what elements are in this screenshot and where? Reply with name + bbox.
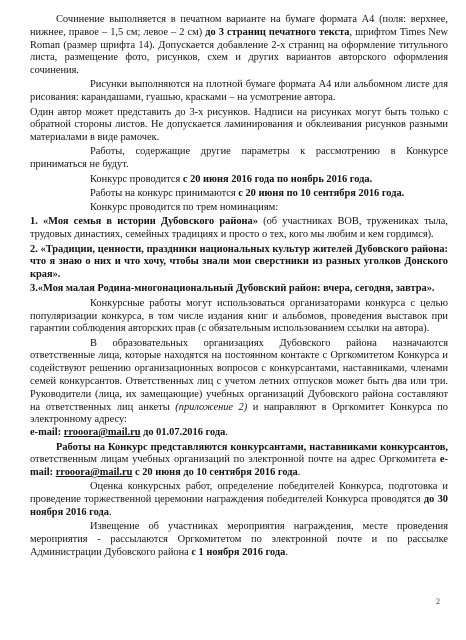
- text-span: и направляют в Оргкомитет Конкурса по электронному адресу:: [30, 401, 448, 426]
- responsible-persons-paragraph: [30, 338, 448, 440]
- usage-rights-paragraph: [30, 298, 448, 336]
- submission-paragraph: [30, 442, 448, 480]
- email-link[interactable]: rrooora@mail.ru: [63, 427, 141, 439]
- text-span: Работы, содержащие другие параметры к рассмотрению в Конкурсе приниматься не будут.: [30, 146, 448, 171]
- nomination-2: [30, 244, 448, 282]
- document-body: [30, 14, 448, 561]
- text-span: (об участниках ВОВ, тружениках тыла, трудовых династиях, семейных традициях и просто о тех, кого мы любим и кем гордимся).: [30, 216, 448, 241]
- bold-text: e-mail:: [30, 427, 64, 439]
- text-span: Работы на конкурс принимаются: [90, 187, 239, 199]
- page-number: 2: [436, 597, 440, 606]
- bold-text: 1. «Моя семья в истории Дубовского района»: [30, 216, 258, 228]
- submission-dates-paragraph: [30, 188, 448, 201]
- text-span: В образовательных организациях Дубовского района назначаются ответственные лица, которые находятся на постоянном контакте с Оргкомитетом Конкурса и содействуют решению организационных вопросов с конкурсантами, наставниками, членами семей конкурсантов. Ответственных лиц с учетом летних отпусков может быть два или три. Руководители (лица, их замещающие) учебных организаций Дубовского района составляют на ответственных лиц анкеты: [30, 337, 448, 413]
- notification-paragraph: [30, 521, 448, 559]
- bold-text: 3.«Моя малая Родина-многонациональный Дубовский район: вчера, сегодня, завтра».: [30, 283, 435, 295]
- bold-text: до 01.07.2016 года: [140, 427, 226, 439]
- nomination-3: [30, 283, 448, 296]
- text-span: Конкурсные работы могут использоваться организаторами конкурса с целью популяризации конкурса, в том числе издания книг и альбомов, проведения выставок при гарантии соблюдения авторских прав (с обязательным использованием ссылки на автора).: [30, 297, 448, 335]
- text-span: Конкурс проводится по трем номинациям:: [90, 202, 279, 214]
- bold-text: с 20 июня до 10 сентября 2016 года: [132, 467, 298, 479]
- text-span: Один автор может представить до 3-х рисунков. Надписи на рисунках могут быть только с обратной стороны листов. Не допускается ламинирования и обклеивания рисунков разными материалами в виде рамочек.: [30, 106, 448, 144]
- text-span: .: [108, 506, 112, 518]
- email-link[interactable]: rrooora@mail.ru: [55, 467, 133, 479]
- contest-dates-paragraph: [30, 174, 448, 187]
- text-span: Сочинение выполняется в печатном варианте на бумаге формата А4 (поля: верхнее, нижнее, правое – 1,5 см; левое – 2 см): [30, 14, 448, 38]
- text-span: .: [285, 546, 288, 558]
- other-parameters-paragraph: [30, 146, 448, 172]
- text-span: Оценка конкурсных работ, определение победителей Конкурса, подготовка и проведение торжественной церемонии награждения победителей Конкурса проводятся: [30, 481, 448, 506]
- bold-text: с 20 июня по 10 сентября 2016 года.: [238, 187, 405, 199]
- bold-text: с 20 июня 2016 года по ноябрь 2016 года.: [182, 173, 373, 185]
- bold-text: до 30 ноября 2016 года: [30, 494, 448, 518]
- text-span: .: [225, 427, 228, 439]
- nominations-intro: [30, 202, 448, 215]
- text-span: Конкурс проводится: [90, 173, 183, 185]
- nomination-1: [30, 216, 448, 242]
- text-span: Извещение об участниках мероприятия награждения, месте проведения мероприятия - рассылаются Оргкомитетом по электронной почте и по рассылке Администрации Дубовского района: [30, 521, 448, 558]
- text-span: , шрифтом Times New Roman (размер шрифта 14). Допускается добавление 2-х страниц на оформление титульного листа, размещение фото, рисунков, схем и других вариантов авторского оформления сочинения.: [30, 26, 448, 77]
- text-span: Рисунки выполняются на плотной бумаге формата А4 или альбомном листе для рисования: карандашами, гуашью, красками – на усмотрение автора.: [30, 79, 448, 104]
- text-span: ответственным лицам учебных организаций по электронной почте на адрес Оргкомитета: [30, 454, 440, 466]
- bold-text: e-mail:: [30, 454, 448, 479]
- bold-text: с 1 ноября 2016 года: [191, 546, 286, 558]
- bold-text: до 3 страниц печатного текста: [205, 26, 350, 38]
- bold-text: 2. «Традиции, ценности, праздники национальных культур жителей Дубовского района: что я знаю о них и что хочу, чтобы знали мои сверстники из разных уголков Донского края».: [30, 243, 448, 281]
- bold-text: Работы на Конкурс представляются конкурсантами, наставниками конкурсантов,: [56, 441, 448, 453]
- italic-text: (приложение 2): [175, 401, 248, 413]
- evaluation-paragraph: [30, 481, 448, 519]
- drawings-paragraph: [30, 79, 448, 105]
- text-span: .: [297, 467, 301, 479]
- drawings-rules-paragraph: [30, 107, 448, 145]
- essay-format-paragraph: [30, 14, 448, 78]
